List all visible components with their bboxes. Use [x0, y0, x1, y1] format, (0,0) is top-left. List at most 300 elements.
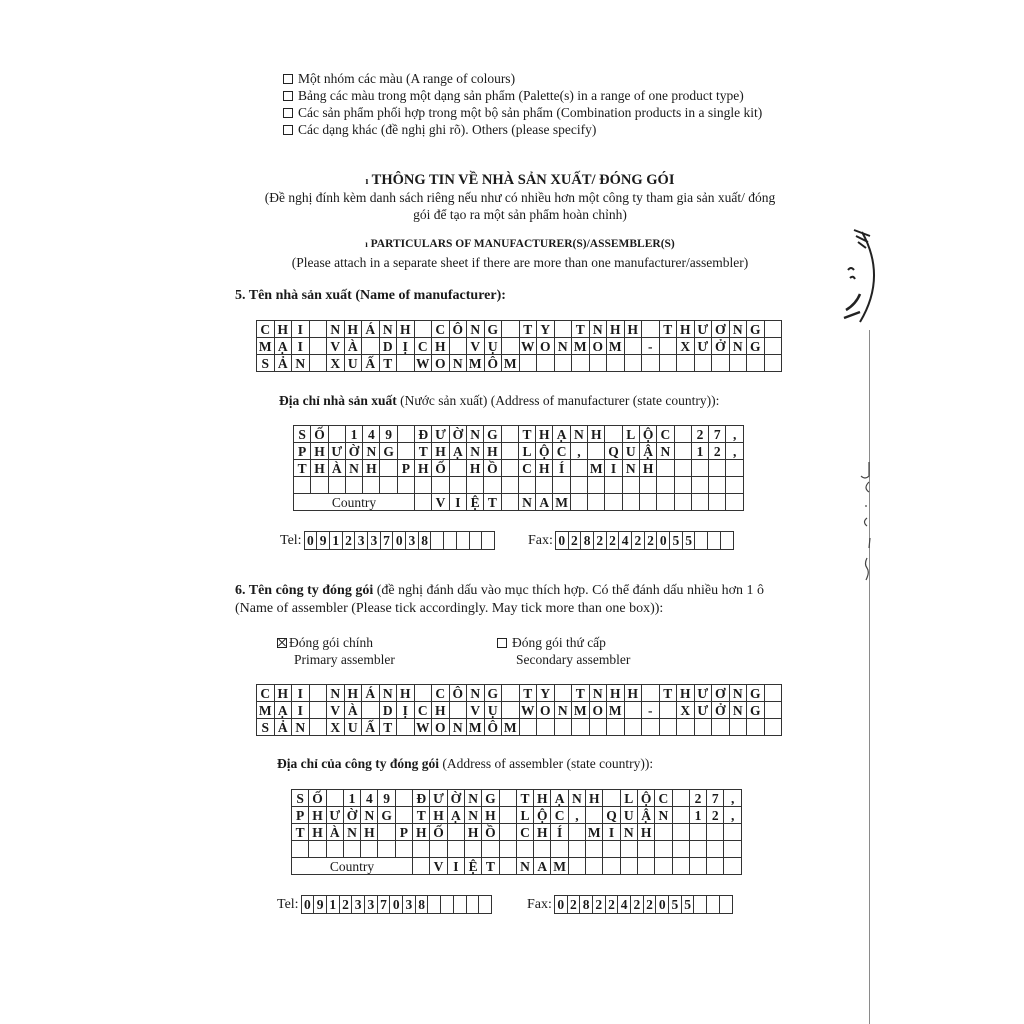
grid-cell[interactable]: U — [620, 807, 637, 824]
digit-cell[interactable]: 2 — [343, 532, 356, 549]
grid-cell[interactable]: I — [292, 338, 310, 355]
grid-cell[interactable] — [554, 685, 572, 702]
digit-cell[interactable]: 0 — [302, 896, 315, 913]
grid-cell[interactable]: Ờ — [449, 426, 466, 443]
digit-cell[interactable]: 2 — [593, 896, 606, 913]
grid-cell[interactable]: H — [482, 807, 499, 824]
grid-cell[interactable]: C — [516, 824, 533, 841]
grid-cell[interactable] — [447, 841, 464, 858]
digit-cell[interactable]: 2 — [340, 896, 353, 913]
grid-cell[interactable] — [674, 460, 691, 477]
country-cell[interactable] — [586, 858, 603, 875]
grid-cell[interactable] — [466, 477, 483, 494]
grid-cell[interactable]: Ạ — [274, 338, 292, 355]
checkbox[interactable] — [283, 74, 293, 84]
grid-cell[interactable]: G — [484, 685, 502, 702]
grid-cell[interactable]: H — [311, 460, 328, 477]
grid-cell[interactable]: C — [257, 685, 275, 702]
grid-cell[interactable] — [586, 841, 603, 858]
grid-cell[interactable] — [659, 338, 677, 355]
grid-cell[interactable]: Đ — [413, 790, 430, 807]
country-cell[interactable] — [655, 858, 672, 875]
grid-cell[interactable] — [747, 355, 765, 372]
grid-cell[interactable] — [589, 719, 607, 736]
grid-cell[interactable]: Ờ — [343, 807, 360, 824]
assembler-type-primary[interactable] — [277, 634, 395, 668]
grid-cell[interactable] — [603, 841, 620, 858]
grid-cell[interactable] — [345, 477, 362, 494]
manufacturer-address-grid[interactable] — [293, 425, 744, 511]
grid-cell[interactable] — [501, 443, 518, 460]
grid-cell[interactable] — [380, 477, 397, 494]
grid-cell[interactable]: N — [570, 426, 587, 443]
grid-cell[interactable]: , — [570, 443, 587, 460]
digit-cell[interactable]: 5 — [682, 896, 695, 913]
grid-cell[interactable]: C — [414, 702, 432, 719]
grid-cell[interactable] — [712, 355, 730, 372]
grid-cell[interactable]: Ạ — [274, 702, 292, 719]
grid-cell[interactable]: Ạ — [551, 790, 568, 807]
grid-cell[interactable]: C — [257, 321, 275, 338]
grid-cell[interactable]: T — [659, 685, 677, 702]
grid-cell[interactable]: G — [747, 321, 765, 338]
grid-cell[interactable]: I — [292, 702, 310, 719]
grid-cell[interactable] — [691, 460, 708, 477]
option-combination-products[interactable] — [283, 104, 762, 121]
grid-cell[interactable]: C — [553, 443, 570, 460]
digit-cell[interactable]: 0 — [555, 896, 568, 913]
grid-cell[interactable]: C — [432, 685, 450, 702]
digit-cell[interactable]: 3 — [365, 896, 378, 913]
grid-cell[interactable]: Ơ — [712, 685, 730, 702]
grid-cell[interactable]: Y — [537, 321, 555, 338]
grid-cell[interactable] — [639, 477, 656, 494]
digit-cell[interactable] — [707, 896, 720, 913]
grid-cell[interactable]: Q — [605, 443, 622, 460]
grid-cell[interactable]: M — [257, 338, 275, 355]
grid-cell[interactable] — [674, 477, 691, 494]
grid-cell[interactable]: L — [620, 790, 637, 807]
option-range-of-colours[interactable] — [283, 70, 515, 87]
grid-cell[interactable] — [659, 702, 677, 719]
manufacturer-tel[interactable] — [280, 531, 495, 550]
grid-cell[interactable] — [689, 824, 706, 841]
digit-cell[interactable] — [467, 896, 480, 913]
digit-cell[interactable]: 4 — [619, 532, 632, 549]
grid-cell[interactable]: N — [327, 685, 345, 702]
grid-cell[interactable]: V — [327, 338, 345, 355]
grid-cell[interactable]: D — [379, 702, 397, 719]
grid-cell[interactable]: N — [729, 338, 747, 355]
grid-cell[interactable] — [551, 841, 568, 858]
grid-cell[interactable]: À — [328, 460, 345, 477]
grid-cell[interactable]: 9 — [378, 790, 395, 807]
grid-cell[interactable] — [694, 355, 712, 372]
country-cell[interactable]: I — [447, 858, 464, 875]
country-cell[interactable] — [499, 858, 516, 875]
grid-cell[interactable]: À — [344, 338, 362, 355]
country-cell[interactable] — [674, 494, 691, 511]
grid-cell[interactable] — [414, 321, 432, 338]
grid-cell[interactable] — [397, 719, 415, 736]
grid-cell[interactable] — [605, 426, 622, 443]
country-cell[interactable] — [620, 858, 637, 875]
grid-cell[interactable]: H — [639, 460, 656, 477]
grid-cell[interactable]: T — [516, 790, 533, 807]
grid-cell[interactable]: Ậ — [637, 807, 654, 824]
grid-cell[interactable] — [674, 426, 691, 443]
grid-cell[interactable] — [764, 685, 782, 702]
grid-cell[interactable] — [413, 841, 430, 858]
grid-cell[interactable]: Ộ — [637, 790, 654, 807]
grid-cell[interactable] — [362, 338, 380, 355]
grid-cell[interactable] — [709, 460, 726, 477]
country-cell[interactable]: N — [518, 494, 535, 511]
grid-cell[interactable]: Ư — [694, 702, 712, 719]
grid-cell[interactable] — [588, 477, 605, 494]
grid-cell[interactable]: G — [380, 443, 397, 460]
digit-cell[interactable] — [695, 532, 708, 549]
grid-cell[interactable] — [677, 719, 695, 736]
grid-cell[interactable]: M — [467, 355, 485, 372]
grid-cell[interactable]: O — [432, 719, 450, 736]
grid-cell[interactable]: S — [292, 790, 309, 807]
grid-cell[interactable]: N — [361, 807, 378, 824]
digit-cell[interactable] — [479, 896, 492, 913]
grid-cell[interactable]: X — [677, 702, 695, 719]
grid-cell[interactable]: Ở — [712, 338, 730, 355]
grid-cell[interactable] — [397, 355, 415, 372]
grid-cell[interactable] — [309, 841, 326, 858]
grid-cell[interactable] — [764, 338, 782, 355]
grid-cell[interactable]: P — [292, 807, 309, 824]
grid-cell[interactable]: Ụ — [484, 338, 502, 355]
grid-cell[interactable]: H — [309, 807, 326, 824]
grid-cell[interactable]: Ờ — [447, 790, 464, 807]
grid-cell[interactable]: U — [344, 355, 362, 372]
grid-cell[interactable]: O — [589, 338, 607, 355]
grid-cell[interactable] — [397, 443, 414, 460]
country-cell[interactable] — [691, 494, 708, 511]
grid-cell[interactable] — [620, 841, 637, 858]
digit-cell[interactable]: 7 — [381, 532, 394, 549]
grid-cell[interactable]: H — [430, 807, 447, 824]
grid-cell[interactable]: Ị — [397, 338, 415, 355]
grid-cell[interactable]: M — [502, 719, 520, 736]
grid-cell[interactable]: , — [726, 426, 744, 443]
grid-cell[interactable]: S — [257, 719, 275, 736]
grid-cell[interactable] — [642, 685, 660, 702]
grid-cell[interactable]: H — [466, 460, 483, 477]
grid-cell[interactable]: Ộ — [536, 443, 553, 460]
option-others[interactable] — [283, 121, 596, 138]
grid-cell[interactable]: N — [345, 460, 362, 477]
grid-cell[interactable] — [378, 841, 395, 858]
grid-cell[interactable] — [659, 355, 677, 372]
digit-cell[interactable] — [431, 532, 444, 549]
grid-cell[interactable]: X — [677, 338, 695, 355]
grid-cell[interactable] — [655, 824, 672, 841]
grid-cell[interactable] — [326, 841, 343, 858]
grid-cell[interactable] — [449, 338, 467, 355]
grid-cell[interactable] — [499, 824, 516, 841]
grid-cell[interactable]: C — [432, 321, 450, 338]
grid-cell[interactable] — [709, 477, 726, 494]
grid-cell[interactable]: T — [659, 321, 677, 338]
grid-cell[interactable] — [689, 841, 706, 858]
grid-cell[interactable]: N — [343, 824, 360, 841]
digit-cell[interactable]: 1 — [330, 532, 343, 549]
checkbox-primary[interactable] — [277, 638, 287, 648]
grid-cell[interactable] — [363, 477, 380, 494]
grid-cell[interactable]: N — [292, 355, 310, 372]
grid-cell[interactable] — [502, 685, 520, 702]
grid-cell[interactable] — [447, 824, 464, 841]
digit-cell[interactable]: 4 — [618, 896, 631, 913]
grid-cell[interactable]: Q — [603, 807, 620, 824]
grid-cell[interactable]: Ị — [397, 702, 415, 719]
digit-cell[interactable] — [482, 532, 495, 549]
grid-cell[interactable]: T — [379, 719, 397, 736]
digit-cell[interactable]: 2 — [594, 532, 607, 549]
grid-cell[interactable]: Ư — [430, 790, 447, 807]
grid-cell[interactable]: M — [586, 824, 603, 841]
digit-cell[interactable]: 2 — [569, 532, 582, 549]
country-cell[interactable] — [568, 858, 585, 875]
grid-cell[interactable]: 4 — [363, 426, 380, 443]
grid-cell[interactable] — [659, 719, 677, 736]
grid-cell[interactable]: Ố — [430, 824, 447, 841]
grid-cell[interactable]: G — [484, 426, 501, 443]
grid-cell[interactable] — [677, 355, 695, 372]
grid-cell[interactable] — [499, 841, 516, 858]
country-cell[interactable]: A — [536, 494, 553, 511]
grid-cell[interactable] — [570, 477, 587, 494]
grid-cell[interactable]: N — [554, 338, 572, 355]
grid-cell[interactable]: Ố — [311, 426, 328, 443]
grid-cell[interactable]: G — [747, 338, 765, 355]
grid-cell[interactable] — [519, 355, 537, 372]
grid-cell[interactable]: H — [413, 824, 430, 841]
grid-cell[interactable]: T — [572, 321, 590, 338]
grid-cell[interactable]: H — [607, 321, 625, 338]
grid-cell[interactable] — [397, 426, 414, 443]
grid-cell[interactable] — [502, 338, 520, 355]
grid-cell[interactable]: Ở — [712, 702, 730, 719]
grid-cell[interactable] — [607, 355, 625, 372]
digit-cell[interactable]: 3 — [406, 532, 419, 549]
grid-cell[interactable]: 1 — [345, 426, 362, 443]
grid-cell[interactable]: W — [416, 719, 430, 735]
digit-cell[interactable]: 0 — [556, 532, 569, 549]
grid-cell[interactable] — [707, 824, 724, 841]
grid-cell[interactable]: P — [395, 824, 412, 841]
grid-cell[interactable]: Y — [537, 685, 555, 702]
grid-cell[interactable]: N — [655, 807, 672, 824]
digit-cell[interactable] — [441, 896, 454, 913]
grid-cell[interactable] — [672, 790, 689, 807]
digit-cell[interactable] — [720, 896, 733, 913]
grid-cell[interactable]: H — [432, 443, 449, 460]
digit-cell[interactable]: 5 — [683, 532, 696, 549]
grid-cell[interactable]: H — [311, 443, 328, 460]
grid-cell[interactable]: H — [274, 685, 292, 702]
grid-cell[interactable] — [657, 460, 674, 477]
grid-cell[interactable]: G — [747, 685, 765, 702]
grid-cell[interactable]: N — [292, 719, 310, 736]
grid-cell[interactable] — [501, 426, 518, 443]
grid-cell[interactable]: 2 — [691, 426, 708, 443]
grid-cell[interactable]: H — [534, 790, 551, 807]
grid-cell[interactable]: Ô — [449, 321, 467, 338]
grid-cell[interactable]: Ư — [326, 807, 343, 824]
tel-cells[interactable] — [301, 895, 492, 914]
grid-cell[interactable]: N — [657, 443, 674, 460]
grid-cell[interactable] — [484, 477, 501, 494]
grid-cell[interactable] — [764, 321, 782, 338]
grid-cell[interactable] — [361, 841, 378, 858]
grid-cell[interactable] — [309, 355, 327, 372]
grid-cell[interactable]: L — [518, 443, 535, 460]
assembler-name-grid[interactable] — [256, 684, 782, 736]
grid-cell[interactable] — [554, 719, 572, 736]
grid-cell[interactable] — [415, 477, 432, 494]
grid-cell[interactable] — [326, 790, 343, 807]
grid-cell[interactable] — [622, 477, 639, 494]
grid-cell[interactable]: O — [432, 355, 450, 372]
grid-cell[interactable] — [724, 824, 742, 841]
grid-cell[interactable] — [655, 841, 672, 858]
digit-cell[interactable]: 2 — [645, 532, 658, 549]
country-cell[interactable] — [637, 858, 654, 875]
grid-cell[interactable] — [586, 807, 603, 824]
grid-cell[interactable]: Á — [362, 321, 380, 338]
grid-cell[interactable] — [328, 477, 345, 494]
grid-cell[interactable] — [672, 824, 689, 841]
grid-cell[interactable] — [430, 841, 447, 858]
grid-cell[interactable]: V — [467, 338, 485, 355]
country-cell[interactable] — [603, 858, 620, 875]
grid-cell[interactable] — [624, 355, 642, 372]
manufacturer-fax[interactable] — [528, 531, 734, 550]
grid-cell[interactable]: H — [397, 685, 415, 702]
digit-cell[interactable]: 2 — [631, 896, 644, 913]
digit-cell[interactable] — [444, 532, 457, 549]
grid-cell[interactable] — [553, 477, 570, 494]
country-cell[interactable] — [415, 494, 432, 511]
digit-cell[interactable] — [457, 532, 470, 549]
grid-cell[interactable]: G — [378, 807, 395, 824]
grid-cell[interactable]: N — [729, 685, 747, 702]
grid-cell[interactable] — [309, 685, 327, 702]
grid-cell[interactable] — [516, 841, 533, 858]
grid-cell[interactable]: Ố — [432, 460, 449, 477]
grid-cell[interactable] — [432, 477, 449, 494]
grid-cell[interactable]: Ạ — [447, 807, 464, 824]
grid-cell[interactable]: , — [724, 790, 742, 807]
country-cell[interactable]: Ệ — [464, 858, 481, 875]
grid-cell[interactable] — [311, 477, 328, 494]
grid-cell[interactable] — [501, 477, 518, 494]
grid-cell[interactable]: 4 — [361, 790, 378, 807]
digit-cell[interactable]: 9 — [317, 532, 330, 549]
grid-cell[interactable] — [537, 355, 555, 372]
grid-cell[interactable]: Ư — [694, 321, 712, 338]
grid-cell[interactable]: 1 — [343, 790, 360, 807]
grid-cell[interactable]: N — [379, 321, 397, 338]
grid-cell[interactable]: Ư — [694, 685, 712, 702]
grid-cell[interactable]: , — [724, 807, 742, 824]
grid-cell[interactable]: N — [379, 685, 397, 702]
grid-cell[interactable]: H — [624, 685, 642, 702]
digit-cell[interactable]: 0 — [390, 896, 403, 913]
grid-cell[interactable]: Ơ — [712, 321, 730, 338]
digit-cell[interactable] — [428, 896, 441, 913]
grid-cell[interactable] — [499, 790, 516, 807]
grid-cell[interactable] — [624, 719, 642, 736]
grid-cell[interactable]: D — [379, 338, 397, 355]
grid-cell[interactable]: T — [413, 807, 430, 824]
grid-cell[interactable]: N — [327, 321, 345, 338]
grid-cell[interactable]: Í — [551, 824, 568, 841]
grid-cell[interactable] — [572, 355, 590, 372]
grid-cell[interactable]: Í — [553, 460, 570, 477]
grid-cell[interactable] — [395, 841, 412, 858]
grid-cell[interactable]: H — [361, 824, 378, 841]
digit-cell[interactable]: 0 — [305, 532, 318, 549]
country-cell[interactable] — [413, 858, 430, 875]
grid-cell[interactable]: M — [607, 702, 625, 719]
digit-cell[interactable]: 3 — [368, 532, 381, 549]
grid-cell[interactable]: À — [344, 702, 362, 719]
grid-cell[interactable]: N — [363, 443, 380, 460]
grid-cell[interactable] — [362, 702, 380, 719]
grid-cell[interactable]: U — [344, 719, 362, 736]
grid-cell[interactable]: N — [554, 702, 572, 719]
grid-cell[interactable] — [328, 426, 345, 443]
grid-cell[interactable] — [482, 841, 499, 858]
grid-cell[interactable]: Ư — [328, 443, 345, 460]
grid-cell[interactable] — [502, 702, 520, 719]
grid-cell[interactable]: H — [536, 426, 553, 443]
grid-cell[interactable]: X — [327, 719, 345, 736]
grid-cell[interactable]: Ư — [694, 338, 712, 355]
grid-cell[interactable]: H — [432, 338, 450, 355]
grid-cell[interactable]: H — [637, 824, 654, 841]
country-cell[interactable]: V — [430, 858, 447, 875]
grid-cell[interactable]: N — [729, 321, 747, 338]
grid-cell[interactable] — [309, 321, 327, 338]
grid-cell[interactable]: T — [572, 685, 590, 702]
grid-cell[interactable]: V — [467, 702, 485, 719]
grid-cell[interactable] — [568, 841, 585, 858]
grid-cell[interactable] — [764, 719, 782, 736]
grid-cell[interactable]: H — [309, 824, 326, 841]
grid-cell[interactable] — [518, 477, 535, 494]
country-cell[interactable] — [501, 494, 518, 511]
grid-cell[interactable] — [449, 477, 466, 494]
grid-cell[interactable]: H — [484, 443, 501, 460]
grid-cell[interactable]: Ồ — [484, 460, 501, 477]
grid-cell[interactable]: Ậ — [639, 443, 656, 460]
digit-cell[interactable]: 5 — [669, 896, 682, 913]
grid-cell[interactable] — [589, 355, 607, 372]
grid-cell[interactable] — [554, 321, 572, 338]
grid-cell[interactable]: C — [657, 426, 674, 443]
grid-cell[interactable]: O — [537, 702, 555, 719]
grid-cell[interactable]: C — [551, 807, 568, 824]
grid-cell[interactable] — [397, 477, 414, 494]
